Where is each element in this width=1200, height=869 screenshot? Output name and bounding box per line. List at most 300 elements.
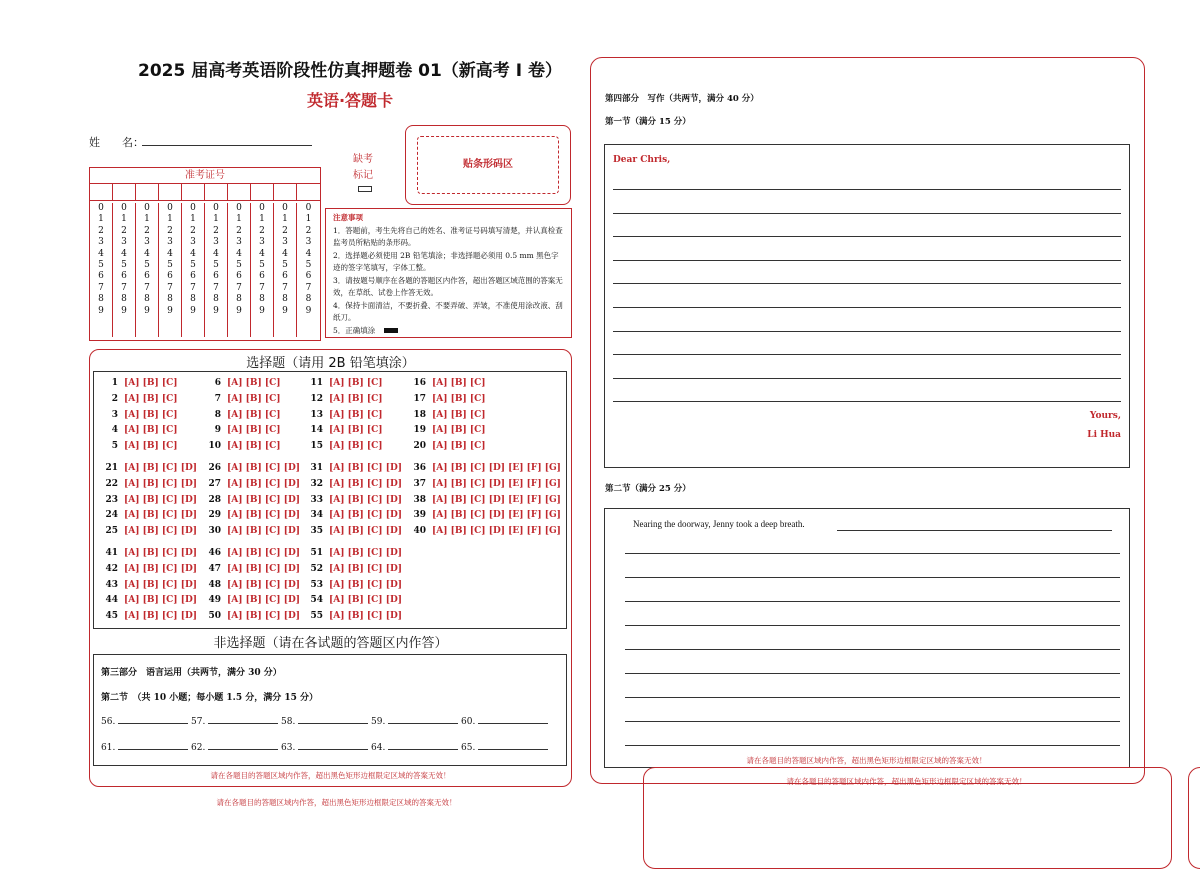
answer-options[interactable]: [A] [B] [C] [D] (124, 611, 198, 622)
exam-id-cell[interactable] (251, 184, 274, 200)
answer-options[interactable]: [A] [B] [C] (432, 393, 486, 404)
letter-closing: Yours, (1089, 411, 1121, 421)
exam-id-digit[interactable]: 7 (236, 282, 242, 293)
choice-row[interactable] (104, 548, 197, 558)
exam-id-cell[interactable] (274, 184, 297, 200)
answer-options[interactable]: [A] [B] [C] (432, 409, 486, 420)
exam-id-digit[interactable]: 5 (259, 260, 265, 271)
exam-id-digit[interactable]: 6 (236, 271, 242, 282)
fill-blank[interactable] (461, 717, 551, 727)
exam-id-digit[interactable]: 5 (98, 260, 104, 271)
choice-row[interactable] (104, 595, 197, 605)
answer-options[interactable]: [A] [B] [C] (329, 441, 383, 452)
answer-options[interactable]: [A] [B] [C] (329, 425, 383, 436)
exam-id-digit[interactable]: 6 (282, 271, 288, 282)
exam-id-digit[interactable]: 1 (144, 214, 150, 225)
choice-row[interactable] (207, 611, 300, 621)
blank-line[interactable] (298, 723, 368, 724)
exam-id-digit[interactable]: 1 (236, 214, 242, 225)
answer-options[interactable]: [A] [B] [C] [D] (227, 611, 301, 622)
exam-id-digit-column[interactable] (113, 203, 136, 337)
choice-row[interactable] (104, 510, 197, 520)
choice-row[interactable] (104, 526, 197, 536)
answer-options[interactable]: [A] [B] [C] [D] (227, 478, 301, 489)
exam-id-cell[interactable] (113, 184, 136, 200)
exam-id-digit-column[interactable] (228, 203, 251, 337)
answer-options[interactable]: [A] [B] [C] (124, 393, 178, 404)
answer-options[interactable]: [A] [B] [C] (329, 409, 383, 420)
choice-row[interactable] (309, 595, 402, 605)
exam-id-digit[interactable]: 1 (98, 214, 104, 225)
exam-id-cell[interactable] (90, 184, 113, 200)
choice-row[interactable] (309, 378, 383, 388)
exam-id-digit[interactable]: 4 (190, 248, 196, 259)
writing-line (837, 530, 1112, 531)
answer-options[interactable]: [A] [B] [C] [D] (227, 595, 301, 606)
exam-id-digit[interactable]: 8 (305, 294, 312, 305)
exam-id-digit[interactable]: 4 (282, 248, 288, 259)
answer-options[interactable]: [A] [B] [C] [D] (329, 510, 403, 521)
exam-id-cell[interactable] (136, 184, 159, 200)
choice-row[interactable] (104, 425, 178, 435)
exam-id-digit[interactable]: 4 (259, 248, 265, 259)
exam-id-digit[interactable]: 0 (213, 203, 219, 213)
choice-row[interactable] (309, 394, 383, 404)
letter-signature: Li Hua (1087, 430, 1121, 440)
fill-blank[interactable] (281, 743, 371, 753)
nonchoice-box (93, 654, 567, 766)
writing-line (613, 378, 1121, 379)
exam-id-digit[interactable]: 2 (305, 225, 312, 236)
exam-id-digit-column[interactable] (205, 203, 228, 337)
blank-number: 65. (461, 743, 476, 753)
choice-row[interactable] (207, 410, 281, 420)
exam-id-digit[interactable]: 5 (121, 260, 127, 271)
answer-options[interactable]: [A] [B] [C] [D] (329, 579, 403, 590)
exam-id-digit-column[interactable] (90, 203, 113, 337)
choice-row[interactable] (104, 394, 178, 404)
exam-id-digit[interactable]: 7 (213, 282, 219, 293)
answer-options[interactable]: [A] [B] [C] [D] [E] [F] [G] (432, 510, 561, 521)
answer-options[interactable]: [A] [B] [C] [D] (124, 510, 198, 521)
exam-id-digit[interactable]: 5 (305, 260, 312, 271)
exam-id-digit-column[interactable] (274, 203, 297, 337)
answer-options[interactable]: [A] [B] [C] (124, 441, 178, 452)
choice-row[interactable] (104, 564, 197, 574)
choice-row[interactable] (412, 479, 561, 489)
nonchoice-heading: 非选择题（请在各试题的答题区内作答） (213, 636, 448, 651)
answer-options[interactable]: [A] [B] [C] [D] (124, 548, 198, 558)
exam-id-digit[interactable]: 9 (236, 305, 242, 316)
answer-options[interactable]: [A] [B] [C] (124, 378, 178, 388)
answer-options[interactable]: [A] [B] [C] [D] [E] [F] [G] (432, 526, 561, 537)
blank-line[interactable] (208, 723, 278, 724)
answer-options[interactable]: [A] [B] [C] (329, 378, 383, 388)
answer-options[interactable]: [A] [B] [C] [D] (227, 548, 301, 558)
exam-id-digit[interactable]: 2 (282, 225, 288, 236)
exam-id-digit[interactable]: 3 (305, 237, 312, 248)
answer-options[interactable]: [A] [B] [C] [D] (124, 463, 198, 473)
essay-box-1[interactable] (604, 144, 1130, 468)
choice-row[interactable] (309, 564, 402, 574)
answer-options[interactable]: [A] [B] [C] (124, 425, 178, 436)
choice-row[interactable] (412, 394, 486, 404)
exam-id-digit[interactable]: 4 (236, 248, 242, 259)
blank-line[interactable] (388, 723, 458, 724)
exam-id-cell[interactable] (159, 184, 182, 200)
part4-title: 第四部分 写作（共两节，满分 40 分） (605, 94, 759, 104)
answer-options[interactable]: [A] [B] [C] (227, 425, 281, 436)
exam-id-digit[interactable]: 5 (236, 260, 242, 271)
choice-row[interactable] (207, 495, 300, 505)
choice-row[interactable] (309, 441, 383, 451)
next-page-frame-edge (1188, 767, 1200, 869)
exam-id-digit[interactable]: 7 (305, 282, 312, 293)
blank-line[interactable] (478, 723, 548, 724)
exam-id-digit[interactable]: 1 (213, 214, 219, 225)
exam-id-digit[interactable]: 3 (98, 237, 104, 248)
choice-row[interactable] (207, 479, 300, 489)
choice-row[interactable] (412, 495, 561, 505)
answer-options[interactable]: [A] [B] [C] (432, 425, 486, 436)
exam-id-digit[interactable]: 9 (121, 305, 127, 316)
exam-id-digit[interactable]: 1 (167, 214, 173, 225)
blank-line[interactable] (208, 749, 278, 750)
answer-options[interactable]: [A] [B] [C] [D] (124, 526, 198, 537)
answer-options[interactable]: [A] [B] [C] (432, 441, 486, 452)
exam-id-digit[interactable]: 4 (213, 248, 219, 259)
exam-id-digit[interactable]: 1 (190, 214, 196, 225)
question-number: 45 (105, 611, 118, 622)
blank-line[interactable] (478, 749, 548, 750)
choice-row[interactable] (104, 611, 197, 621)
fill-blank[interactable] (191, 743, 281, 753)
writing-line (613, 236, 1121, 237)
answer-options[interactable]: [A] [B] [C] [D] (227, 563, 301, 574)
answer-options[interactable]: [A] [B] [C] [D] (329, 611, 403, 622)
fill-blank[interactable] (281, 717, 371, 727)
exam-id-digit[interactable]: 2 (236, 225, 242, 236)
choice-row[interactable] (412, 526, 561, 536)
writing-line (613, 283, 1121, 284)
exam-id-digit[interactable]: 7 (190, 282, 196, 293)
exam-id-digit[interactable]: 2 (190, 225, 196, 236)
choice-row[interactable] (412, 425, 486, 435)
exam-id-digit[interactable]: 2 (98, 225, 104, 236)
exam-id-digit[interactable]: 9 (305, 305, 312, 316)
exam-id-digit[interactable]: 6 (305, 271, 312, 282)
choice-row[interactable] (309, 510, 402, 520)
exam-id-cell[interactable] (205, 184, 228, 200)
exam-id-digit[interactable]: 8 (167, 294, 173, 305)
exam-id-digit-column[interactable] (159, 203, 182, 337)
exam-id-digit[interactable]: 6 (121, 271, 127, 282)
question-number: 9 (214, 425, 221, 436)
answer-options[interactable]: [A] [B] [C] [D] (329, 526, 403, 537)
choice-row[interactable] (104, 479, 197, 489)
exam-id-digit[interactable]: 6 (259, 271, 265, 282)
choice-row[interactable] (207, 394, 281, 404)
question-number: 25 (105, 526, 118, 537)
exam-id-digit[interactable]: 5 (213, 260, 219, 271)
exam-id-digit[interactable]: 5 (144, 260, 150, 271)
question-number: 55 (310, 611, 323, 622)
exam-id-digit[interactable]: 1 (259, 214, 265, 225)
exam-id-digit[interactable]: 4 (167, 248, 173, 259)
choice-row[interactable] (104, 495, 197, 505)
exam-id-digit[interactable]: 0 (98, 203, 104, 213)
choice-row[interactable] (412, 378, 486, 388)
exam-id-digit[interactable]: 9 (259, 305, 265, 316)
letter-greeting: Dear Chris, (613, 155, 671, 165)
blank-number: 56. (101, 717, 116, 727)
exam-id-digit[interactable]: 9 (98, 305, 104, 316)
name-field[interactable] (142, 145, 312, 146)
exam-id-digit[interactable]: 0 (167, 203, 173, 213)
exam-id-digit-column[interactable] (297, 203, 320, 337)
exam-id-digit[interactable]: 6 (144, 271, 150, 282)
blank-number: 63. (281, 743, 296, 753)
exam-id-box (89, 167, 321, 341)
absent-mark-box[interactable] (358, 186, 372, 192)
absent-label-2: 标记 (353, 170, 373, 181)
exam-id-label: 准考证号 (90, 168, 320, 184)
exam-id-digit[interactable]: 0 (121, 203, 127, 213)
question-number: 44 (105, 595, 118, 606)
answer-options[interactable]: [A] [B] [C] [D] (227, 463, 301, 473)
answer-options[interactable]: [A] [B] [C] [D] [E] [F] [G] (432, 494, 561, 505)
exam-id-digit[interactable]: 3 (259, 237, 265, 248)
choice-row[interactable] (207, 425, 281, 435)
fill-blank[interactable] (371, 717, 461, 727)
exam-id-digit[interactable]: 8 (98, 294, 104, 305)
exam-id-digit[interactable]: 8 (190, 294, 196, 305)
fill-blank[interactable] (371, 743, 461, 753)
choice-row[interactable] (104, 378, 178, 388)
exam-id-input-row[interactable] (90, 184, 320, 201)
exam-id-digit[interactable]: 3 (282, 237, 288, 248)
exam-id-digit[interactable]: 0 (144, 203, 150, 213)
answer-options[interactable]: [A] [B] [C] (124, 409, 178, 420)
answer-options[interactable]: [A] [B] [C] (227, 378, 281, 388)
notice-item: 4．保持卡面清洁，不要折叠、不要弄破、弄皱，不准使用涂改液、刮纸刀。 (333, 300, 563, 322)
exam-id-digit[interactable]: 0 (305, 203, 312, 213)
exam-id-digit[interactable]: 9 (282, 305, 288, 316)
fill-blank[interactable] (461, 743, 551, 753)
exam-id-digit[interactable]: 7 (167, 282, 173, 293)
answer-options[interactable]: [A] [B] [C] [D] [E] [F] [G] (432, 478, 561, 489)
exam-id-digit-column[interactable] (136, 203, 159, 337)
exam-id-digit-column[interactable] (251, 203, 274, 337)
choice-row[interactable] (309, 479, 402, 489)
question-number: 50 (208, 611, 221, 622)
answer-options[interactable]: [A] [B] [C] [D] (329, 463, 403, 473)
exam-id-digit[interactable]: 1 (121, 214, 127, 225)
exam-id-digit[interactable]: 7 (121, 282, 127, 293)
choice-row[interactable] (309, 526, 402, 536)
writing-section2-title: 第二节（满分 25 分） (605, 484, 691, 494)
exam-id-digit-column[interactable] (182, 203, 205, 337)
exam-id-digit[interactable]: 3 (236, 237, 242, 248)
choice-row[interactable] (309, 425, 383, 435)
choice-row[interactable] (104, 410, 178, 420)
answer-options[interactable]: [A] [B] [C] [D] (124, 494, 198, 505)
answer-options[interactable]: [A] [B] [C] [D] (329, 548, 403, 558)
exam-id-digit[interactable]: 5 (167, 260, 173, 271)
writing-line (625, 697, 1120, 698)
exam-id-digit[interactable]: 1 (305, 214, 312, 225)
exam-id-cell[interactable] (228, 184, 251, 200)
answer-options[interactable]: [A] [B] [C] (329, 393, 383, 404)
page-subtitle: 英语·答题卡 (306, 91, 394, 110)
choice-row[interactable] (104, 580, 197, 590)
answer-options[interactable]: [A] [B] [C] [D] (329, 595, 403, 606)
answer-options[interactable]: [A] [B] [C] [D] (329, 478, 403, 489)
exam-id-digit[interactable]: 2 (144, 225, 150, 236)
exam-id-digit[interactable]: 2 (121, 225, 127, 236)
exam-id-digit[interactable]: 4 (98, 248, 104, 259)
exam-id-digit[interactable]: 7 (282, 282, 288, 293)
exam-id-digit[interactable]: 8 (121, 294, 127, 305)
exam-id-digit[interactable]: 1 (282, 214, 288, 225)
writing-section1-title: 第一节（满分 15 分） (605, 117, 691, 127)
writing-line (613, 354, 1121, 355)
blank-line[interactable] (118, 749, 188, 750)
exam-id-digit[interactable]: 6 (213, 271, 219, 282)
exam-id-digit[interactable]: 4 (144, 248, 150, 259)
fill-blank[interactable] (191, 717, 281, 727)
answer-options[interactable]: [A] [B] [C] (227, 393, 281, 404)
choice-row[interactable] (207, 526, 300, 536)
exam-id-digit[interactable]: 7 (98, 282, 104, 293)
choice-row[interactable] (207, 378, 281, 388)
right-warning: 请在各题目的答题区域内作答，超出黑色矩形边框限定区域的答案无效！ (746, 756, 987, 765)
exam-id-digit[interactable]: 8 (144, 294, 150, 305)
exam-id-digit[interactable]: 2 (213, 225, 219, 236)
answer-options[interactable]: [A] [B] [C] [D] (227, 579, 301, 590)
question-number: 53 (310, 579, 323, 590)
exam-id-cell[interactable] (182, 184, 205, 200)
choice-row[interactable] (309, 580, 402, 590)
exam-id-digit[interactable]: 7 (259, 282, 265, 293)
exam-id-digit[interactable]: 8 (213, 294, 219, 305)
answer-options[interactable]: [A] [B] [C] (227, 409, 281, 420)
question-number: 33 (310, 494, 323, 505)
bottom-warning-left: 请在各题目的答题区域内作答，超出黑色矩形边框限定区域的答案无效！ (216, 798, 457, 807)
choice-row[interactable] (309, 495, 402, 505)
choice-row[interactable] (412, 510, 561, 520)
exam-id-digit-grid[interactable] (90, 201, 320, 339)
exam-id-digit[interactable]: 6 (190, 271, 196, 282)
question-number: 32 (310, 478, 323, 489)
answer-options[interactable]: [A] [B] [C] [D] (124, 579, 198, 590)
choice-row[interactable] (309, 410, 383, 420)
answer-options[interactable]: [A] [B] [C] [D] (329, 494, 403, 505)
answer-options[interactable]: [A] [B] [C] (432, 378, 486, 388)
choice-row[interactable] (412, 410, 486, 420)
exam-id-digit[interactable]: 3 (121, 237, 127, 248)
choice-row[interactable] (309, 463, 402, 473)
exam-id-digit[interactable]: 4 (305, 248, 312, 259)
answer-options[interactable]: [A] [B] [C] [D] (329, 563, 403, 574)
exam-id-digit[interactable]: 0 (236, 203, 242, 213)
exam-id-digit[interactable]: 6 (98, 271, 104, 282)
exam-id-digit[interactable]: 4 (121, 248, 127, 259)
exam-id-digit[interactable]: 3 (190, 237, 196, 248)
choice-row[interactable] (207, 580, 300, 590)
exam-id-digit[interactable]: 8 (259, 294, 265, 305)
exam-id-digit[interactable]: 3 (213, 237, 219, 248)
blank-line[interactable] (298, 749, 368, 750)
choice-row[interactable] (207, 441, 281, 451)
answer-options[interactable]: [A] [B] [C] [D] (124, 478, 198, 489)
answer-options[interactable]: [A] [B] [C] (227, 441, 281, 452)
writing-line (625, 649, 1120, 650)
answer-options[interactable]: [A] [B] [C] [D] [E] [F] [G] (432, 463, 561, 473)
exam-id-digit[interactable]: 5 (190, 260, 196, 271)
answer-options[interactable]: [A] [B] [C] [D] (124, 595, 198, 606)
exam-id-digit[interactable]: 9 (190, 305, 196, 316)
fill-blank[interactable] (101, 717, 191, 727)
exam-id-digit[interactable]: 0 (259, 203, 265, 213)
exam-id-digit[interactable]: 9 (167, 305, 173, 316)
question-number: 27 (208, 478, 221, 489)
answer-options[interactable]: [A] [B] [C] [D] (227, 526, 301, 537)
exam-id-digit[interactable]: 8 (236, 294, 242, 305)
blank-line[interactable] (118, 723, 188, 724)
exam-id-cell[interactable] (297, 184, 320, 200)
question-number: 17 (413, 393, 426, 404)
exam-id-digit[interactable]: 0 (190, 203, 196, 213)
question-number: 23 (105, 494, 118, 505)
choice-row[interactable] (207, 548, 300, 558)
blank-line[interactable] (388, 749, 458, 750)
choice-row[interactable] (207, 564, 300, 574)
question-number: 26 (208, 463, 221, 473)
exam-id-digit[interactable]: 2 (167, 225, 173, 236)
question-number: 15 (310, 441, 323, 452)
exam-id-digit[interactable]: 9 (213, 305, 219, 316)
choice-row[interactable] (207, 463, 300, 473)
question-number: 39 (413, 510, 426, 521)
choice-row[interactable] (309, 611, 402, 621)
choice-row[interactable] (207, 595, 300, 605)
question-number: 28 (208, 494, 221, 505)
exam-id-digit[interactable]: 6 (167, 271, 173, 282)
exam-id-digit[interactable]: 3 (167, 237, 173, 248)
exam-id-digit[interactable]: 3 (144, 237, 150, 248)
exam-id-digit[interactable]: 5 (282, 260, 288, 271)
choice-row[interactable] (309, 548, 402, 558)
exam-id-digit[interactable]: 9 (144, 305, 150, 316)
question-number: 13 (310, 409, 323, 420)
fill-blank[interactable] (101, 743, 191, 753)
exam-id-digit[interactable]: 7 (144, 282, 150, 293)
exam-id-digit[interactable]: 2 (259, 225, 265, 236)
essay-box-2[interactable] (604, 508, 1130, 768)
choice-row[interactable] (412, 463, 561, 473)
exam-id-digit[interactable]: 8 (282, 294, 288, 305)
exam-id-digit[interactable]: 0 (282, 203, 288, 213)
name-label: 姓 名： (89, 136, 144, 149)
choice-row[interactable] (412, 441, 486, 451)
answer-options[interactable]: [A] [B] [C] [D] (227, 494, 301, 505)
choice-row[interactable] (207, 510, 300, 520)
choice-row[interactable] (104, 463, 197, 473)
choice-row[interactable] (104, 441, 178, 451)
answer-options[interactable]: [A] [B] [C] [D] (227, 510, 301, 521)
answer-options[interactable]: [A] [B] [C] [D] (124, 563, 198, 574)
